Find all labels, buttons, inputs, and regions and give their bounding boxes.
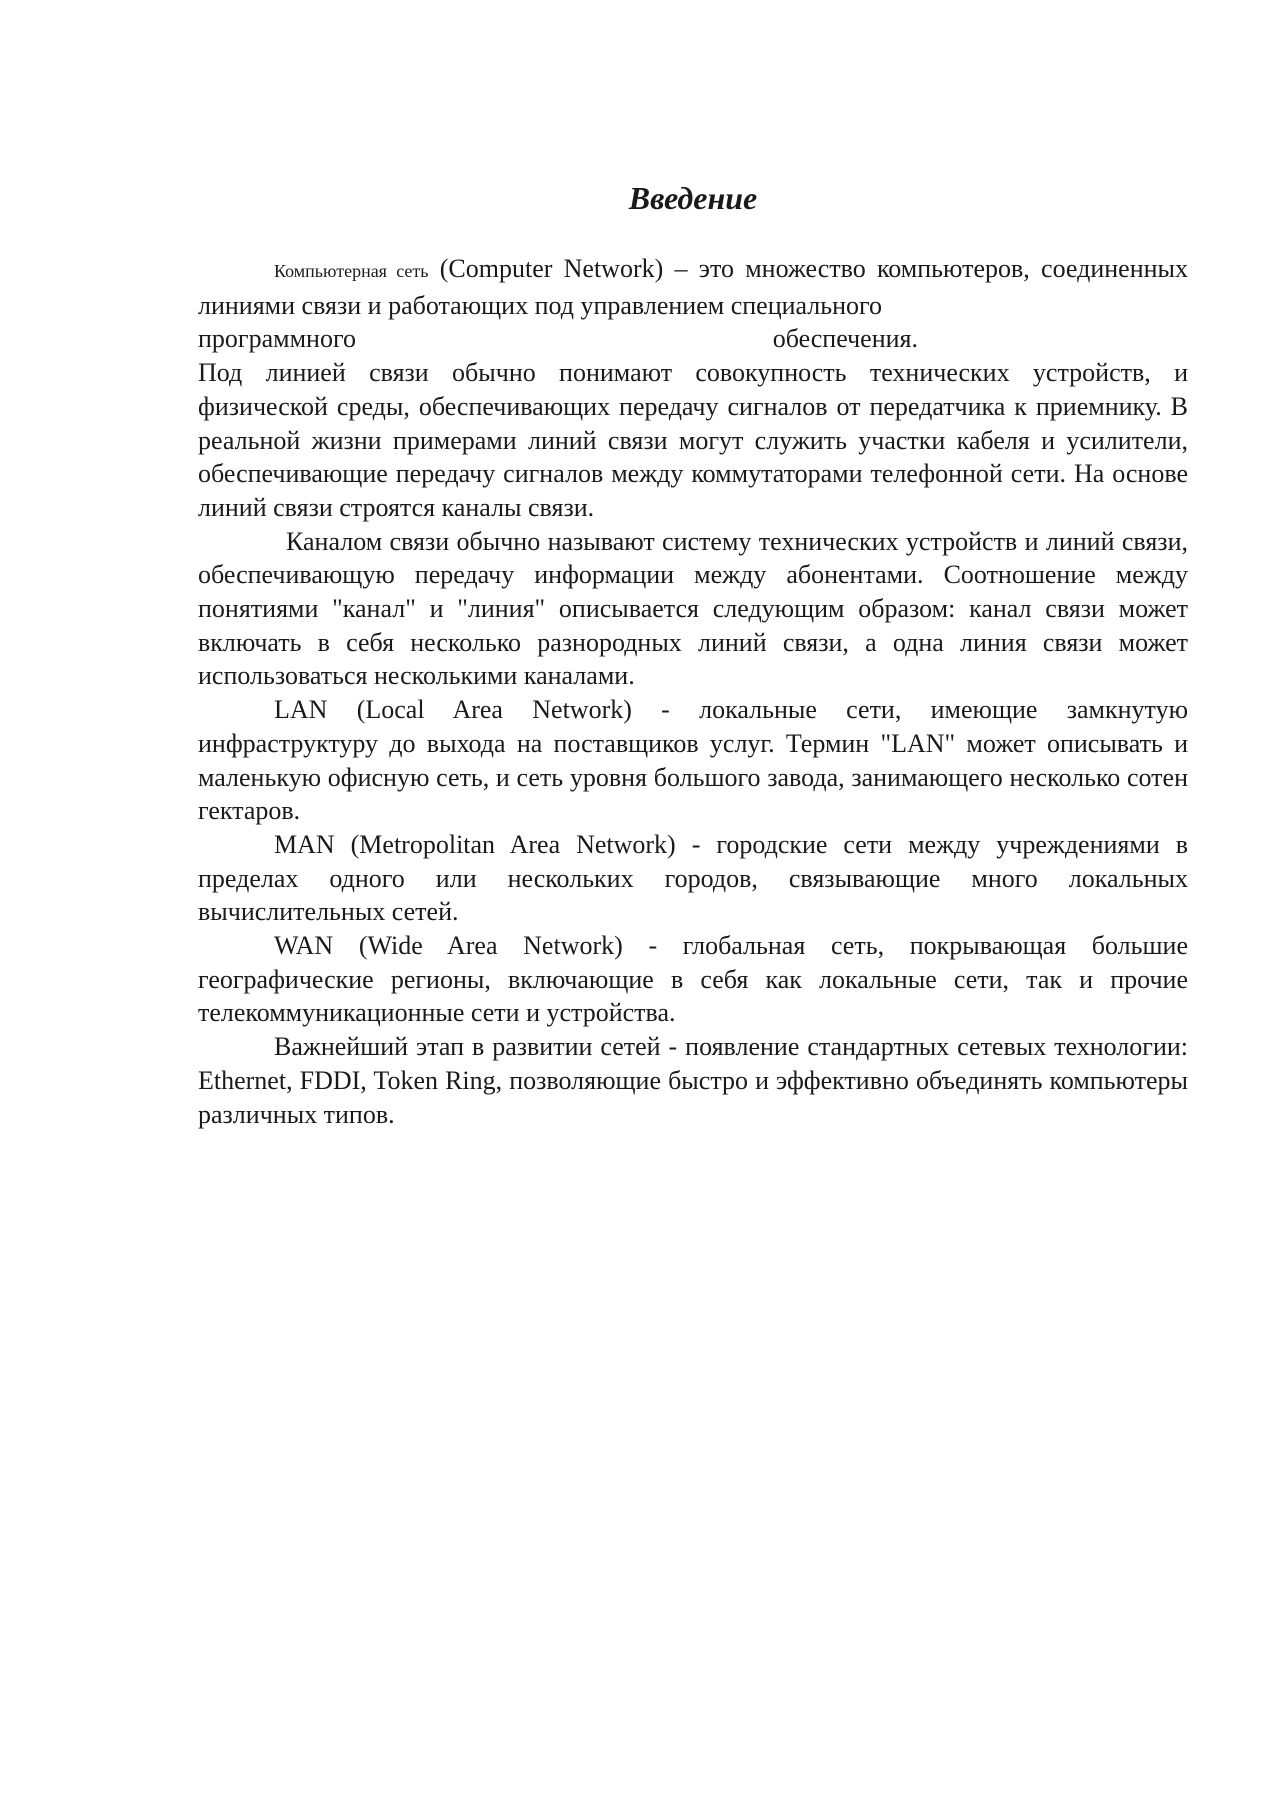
paragraph-lan: LAN (Local Area Network) - локальные сети, имеющие замкнутую инфраструктуру до выхода на поставщиков услуг. Термин "LAN" может описывать и маленькую офисную сеть, и сеть уровня большого завода, занимающего несколько сотен гектаров. — [198, 695, 1188, 826]
paragraph-computer-network — [198, 252, 1188, 322]
paragraph-lead-small: Компьютерная сеть — [274, 261, 429, 281]
paragraph-man: MAN (Metropolitan Area Network) - городские сети между учреждениями в пределах одного или нескольких городов, связывающие много локальных вычислительных сетей. — [198, 829, 1188, 927]
paragraph-last-line — [198, 322, 1188, 356]
paragraph-word: программного — [198, 324, 356, 354]
document-page — [198, 178, 1188, 1131]
paragraph-communication-channel: Каналом связи обычно называют систему технических устройств и линий связи, обеспечивающую передачу информации между абонентами. Соотношение между понятиями "канал" и "линия" описывается следующим образом: канал связи может включать в себя несколько разнородных линий связи, а одна линия связи может использоваться несколькими каналами. — [198, 526, 1188, 691]
paragraph-wan: WAN (Wide Area Network) - глобальная сеть, покрывающая большие географические регионы, включающие в себя как локальные сети, так и прочие телекоммуникационные сети и устройства. — [198, 931, 1188, 1028]
paragraph-network-technologies: Важнейший этап в развитии сетей - появление стандартных сетевых технологии: Ethernet, FDDI, Token Ring, позволяющие быстро и эффективно объединять компьютеры различных типов. — [198, 1032, 1188, 1129]
paragraph-text: (Computer Network) – это множество компьютеров, соединенных линиями связи и работающих под управлением специального — [198, 254, 1188, 320]
page-title: Введение — [628, 180, 758, 216]
paragraph-word: обеспечения. — [772, 324, 919, 354]
paragraph-communication-line: Под линией связи обычно понимают совокупность технических устройств, и физической среды, обеспечивающих передачу сигналов от передатчика к приемнику. В реальной жизни примерами линий связи могут служить участки кабеля и усилители, обеспечивающие передачу сигналов между коммутаторами телефонной сети. На основе линий связи строятся каналы связи. — [198, 358, 1188, 522]
